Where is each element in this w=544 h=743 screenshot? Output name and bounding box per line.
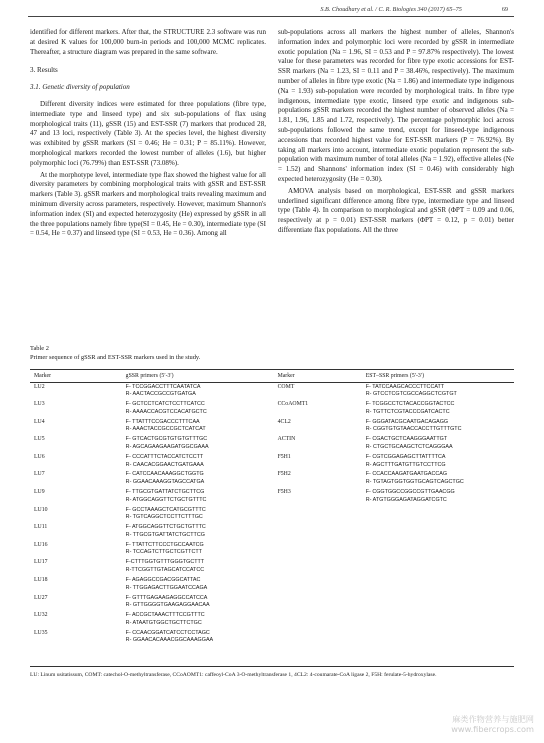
running-header <box>28 6 508 13</box>
primer-sequence-cell <box>126 489 274 507</box>
primer-sequence-cell <box>366 612 514 630</box>
primer-sequence-cell <box>126 612 274 630</box>
table-label: Table 2 <box>30 345 49 352</box>
paragraph: AMOVA analysis based on morphological, EST-SSR and gSSR markers underlined significant difference among fibre type, intermediate type and linseed type (Table 4). In comparison to morphological and gSSR (ΦPT = 0.09 and 0.06, respectively at p = 0.01) EST-SSR markers (ΦPT = 0.12, p = 0.01) better differentiate flax populations. All the three <box>278 186 514 234</box>
table-row <box>30 454 514 472</box>
primer-sequence-cell <box>126 559 274 577</box>
primer-sequence: R- CTGCTGCAAGCTCTCAGGGAA <box>365 443 453 450</box>
primer-sequence: F-CTTTGGTGTTTGGGTGCTTT <box>125 559 205 566</box>
marker-name: COMT <box>277 383 295 390</box>
primer-sequence-cell <box>126 384 274 402</box>
primer-sequence-cell <box>126 630 274 648</box>
table-row <box>30 401 514 419</box>
marker-name: LU10 <box>34 506 48 513</box>
table-bottom-rule <box>30 666 514 667</box>
primer-sequence: F- TCCGGACCTTTCAATATCA <box>125 383 201 390</box>
primer-sequence: R- GTTGGGGTGAAGAGGAACAA <box>125 602 210 609</box>
watermark-line: www.fibercrops.com <box>451 724 534 734</box>
marker-name <box>274 612 366 630</box>
primer-sequence: R-TTCGGTTGTAGCATCCATCC <box>125 566 205 573</box>
marker-name: F5H3 <box>277 489 291 496</box>
marker-name: F5H1 <box>277 453 291 460</box>
table-row <box>30 595 514 613</box>
column-header: Marker <box>277 373 295 379</box>
primer-sequence: R- GTCCTCGTCGCCAGGCTCGTGT <box>365 391 457 398</box>
marker-name <box>274 542 366 560</box>
marker-name <box>274 595 366 613</box>
primer-sequence-cell <box>366 507 514 525</box>
primer-sequence: F- GCCTAAAGCTCATGCGTTTC <box>125 506 206 513</box>
primer-sequence: R- AGCTTTGATGTTGTCCTTCG <box>365 461 446 468</box>
primer-sequence: R- AGCAGAAGAAGATGGCGAAA <box>125 443 209 450</box>
primer-sequence: R- TGTCAGGCTCCTTCTTTGC <box>125 514 203 521</box>
table-row <box>30 507 514 525</box>
primer-sequence: R- TTGGAGACTTGGAATCCAGA <box>125 584 208 591</box>
primer-sequence: R- ATGGCAGGTTCTGCTGTTTC <box>125 496 207 503</box>
primer-sequence: F- TCGGCCTCTACACCGGTACTCC <box>365 401 455 408</box>
primer-sequence: R- TCCAGTCTTGCTCGTTCTT <box>125 549 202 556</box>
primer-sequence: R- AACTACCGCCGTGATGA <box>125 391 196 398</box>
primer-sequence-cell <box>126 524 274 542</box>
right-column <box>278 28 514 241</box>
subsection-heading: 3.1. Genetic diversity of population <box>30 83 130 92</box>
marker-name: LU32 <box>34 612 48 619</box>
marker-name: LU9 <box>34 489 45 496</box>
marker-name: LU35 <box>34 629 48 636</box>
primer-sequence: F- GTTTGAGAAGAGGCCATCCA <box>125 594 208 601</box>
table-row <box>30 577 514 595</box>
primer-sequence-cell <box>126 595 274 613</box>
marker-name: F5H2 <box>277 471 291 478</box>
table-row <box>30 489 514 507</box>
table-row <box>30 524 514 542</box>
primer-sequence: R- TGTAGTGGTGGTGCAGTCAGCTGC <box>365 479 464 486</box>
marker-name <box>274 559 366 577</box>
primer-sequence: R- CGGTGTGTAACCACCTTGTTTGTC <box>365 426 462 433</box>
column-header: gSSR primers (5′-3′) <box>125 373 174 379</box>
primer-sequence-cell <box>366 384 514 402</box>
table-row <box>30 612 514 630</box>
marker-name: LU11 <box>34 524 48 531</box>
primer-sequence-cell <box>366 454 514 472</box>
primer-sequence: F- CATCCAACAAAGGCTGGTG <box>125 471 204 478</box>
primer-sequence-cell <box>366 419 514 437</box>
column-header: Marker <box>34 373 52 379</box>
table-header-row <box>30 371 514 384</box>
table-body <box>30 384 514 648</box>
primer-sequence-cell <box>366 401 514 419</box>
marker-name: LU7 <box>34 471 45 478</box>
primer-sequence: R- ATAATGTGGCTGCTTCTGC <box>125 619 202 626</box>
marker-name: LU5 <box>34 436 45 443</box>
marker-name: LU3 <box>34 401 45 408</box>
primer-sequence: R- AAACTACCGCCGCTCATCAT <box>125 426 206 433</box>
primer-sequence: R- GGAACACAAACGGCAAAGGAA <box>125 637 214 644</box>
marker-name <box>274 507 366 525</box>
primer-sequence: F- ATGGCAGGTTCTGCTGTTTC <box>125 524 206 531</box>
primer-sequence-cell <box>366 489 514 507</box>
primer-sequence: F- TTGCGTGATTATCTGCTTCG <box>125 489 205 496</box>
table-row <box>30 559 514 577</box>
primer-sequence: F- GGGATACGCAATGACAGAGG <box>365 418 449 425</box>
primer-sequence: R- AAAACCACGTCCACATGCTC <box>125 408 207 415</box>
table-row <box>30 419 514 437</box>
paragraph: Different diversity indices were estimated for three populations (fibre type, intermediate type and linseed type) and six sub-populations of flax using morphological traits (11), gSSR (15) and EST-SSR (7) markers that produced 28, 47 and 13 loci, respectively (Table 3). At the species level, the highest diversity was exhibited by gSSR markers (SI = 0.46; He = 0.31; P = 85.11%). However, morphological markers recorded the lowest number of alleles (1.6), but higher polymorphic loci (76.79%) than EST-SSR (73.08%). <box>30 99 266 167</box>
primer-sequence-cell <box>366 524 514 542</box>
primer-sequence: F- CCACCAAGATGAATGACCAG <box>365 471 448 478</box>
primer-sequence: R- TGTTCTCGTACCCGATCACTC <box>365 408 450 415</box>
table-row <box>30 630 514 648</box>
primer-sequence-cell <box>126 454 274 472</box>
table-row <box>30 471 514 489</box>
table-caption <box>30 345 200 362</box>
primer-sequence: F- CCCATTTCTACCATCTCCTT <box>125 453 204 460</box>
marker-name: LU2 <box>34 383 45 390</box>
table-footnote: LU: Linum usitatissum, COMT: catechol-O-methyltransferase, CCoAOMT1: caffeoyl-CoA 3-O-methyltransferase 1, 4CL2: 4-coumarate-CoA ligase 2, F5H: ferulate-5-hydroxylase. <box>30 672 437 678</box>
marker-name: CCoAOMT1 <box>277 401 309 408</box>
primer-sequence: F- CGACTGCTCAAGGGAATTGT <box>365 436 448 443</box>
paragraph: At the morphotype level, intermediate type flax showed the highest value for all diversity parameters by combining morphological traits with gSSR and EST-SSR markers (Table 3). gSSR markers and morphological traits revealing maximum and minimum diversity across parameters, respectively. However, maximum Shannon's information index (SI) and expected heterozygosity (He) expressed by gSSR in all the three populations namely fibre type(SI = 0.45, He = 0.30), intermediate type (SI = 0.54, He = 0.37) and linseed type (SI = 0.53, He = 0.36). Among all <box>30 170 266 238</box>
primer-sequence-cell <box>126 401 274 419</box>
marker-name: 4CL2 <box>277 418 291 425</box>
marker-name: LU4 <box>34 418 45 425</box>
primer-sequence: R- CAACACGGAACTGATGAAA <box>125 461 204 468</box>
column-header: EST–SSR primers (5′-3′) <box>365 373 425 379</box>
two-column-body <box>30 28 514 241</box>
primer-sequence-cell <box>366 559 514 577</box>
primer-sequence: F- CGGTGGCCGGCCGTTGAACGG <box>365 489 455 496</box>
marker-name: LU16 <box>34 541 48 548</box>
primer-sequence: F- TTATTCTTCCCTGCCAATCG <box>125 541 204 548</box>
primer-sequence-cell <box>126 436 274 454</box>
primer-sequence-cell <box>366 595 514 613</box>
primer-sequence-cell <box>366 577 514 595</box>
section-heading: 3. Results <box>30 66 58 75</box>
paragraph: sub-populations across all markers the highest number of alleles, Shannon's information index and polymorphic loci were recorded by gSSR in intermediate exotic population (Na = 1.96, SI = 0.53 and P = 97.87% respectively). The lowest value for these parameters was recorded for fibre type exotic accessions for EST-SSR markers (Na = 1.23, SI = 0.11 and P = 38.46%, respectively). The maximum number of alleles in fibre type exotic (Na = 1.86) and intermediate type indigenous (Na = 1.93) sub-population were recorded by morphological traits. In fibre type indigenous, intermediate type exotic, linseed type exotic and indigenous sub-populations gSSR markers recorded the highest number of observed alleles (Na = 1.81, 1.96, 1.85 and 1.72, respectively). The percentage polymorphic loci across sub-populations followed the same trend, except for linseed-type indigenous accessions that recorded highest value for EST-SSR markers (P = 76.92%). By taking all markers into account, intermediate exotic population represent the sub-population with maximum number of total alleles (Na = 1.92), effective alleles (Ne = 1.52) and Shannons' information index (SI = 0.46) with considerably high expected heterozygosity (He = 0.30). <box>278 28 514 183</box>
primer-sequence: R- TTGCGTGATTATCTGCTTCG <box>125 531 205 538</box>
table-title: Primer sequence of gSSR and EST-SSR markers used in the study. <box>30 353 201 361</box>
paragraph: identified for different markers. After that, the STRUCTURE 2.3 software was run at desired K values for 100,000 burn-in periods and 100,000 MCMC replicates. Thereafter, a structure diagram was prepared in the same software. <box>30 28 266 56</box>
watermark <box>414 714 534 734</box>
marker-name: ACTIN <box>277 436 296 443</box>
primer-sequence: F- CCAACGGATCATCCTCCTAGC <box>125 629 210 636</box>
left-column <box>30 28 266 241</box>
primer-sequence-cell <box>366 436 514 454</box>
primer-sequence-cell <box>126 542 274 560</box>
journal-citation: S.B. Choudhary et al. / C. R. Biologies 340 (2017) 65–75 <box>320 6 462 13</box>
primer-sequence: F- TTATTTCCGACCCTTTCAA <box>125 418 200 425</box>
marker-name: LU6 <box>34 453 45 460</box>
primer-sequence: F- CGTCGGAGAGCTTATTTTCA <box>365 453 446 460</box>
watermark-line: 麻类作物营养与施肥网 <box>452 714 534 724</box>
primer-sequence-cell <box>126 577 274 595</box>
primer-sequence: R- ATGTGGGAGATAGGATCGTC <box>365 496 447 503</box>
table-row <box>30 542 514 560</box>
primer-sequence-cell <box>126 507 274 525</box>
primer-sequence: F- GTCACTGCGTGTGTGTTTGC <box>125 436 208 443</box>
primer-sequence: F- AGAGGCCGACGGCATTAC <box>125 576 201 583</box>
primer-sequence: F- ACCGCTAAACTTTCCGTTTC <box>125 612 205 619</box>
header-rule <box>28 16 514 17</box>
page-number: 69 <box>501 6 508 13</box>
marker-name <box>274 524 366 542</box>
primer-sequence-cell <box>366 471 514 489</box>
table-row <box>30 436 514 454</box>
marker-name <box>274 630 366 648</box>
marker-name: LU17 <box>34 559 48 566</box>
primer-sequence-cell <box>366 542 514 560</box>
marker-name <box>274 577 366 595</box>
primer-sequence: F- TATCCAAGCACCCTTCCATT <box>365 383 445 390</box>
primer-sequence: R- GGAACAAAGGTAGCCATGA <box>125 479 205 486</box>
table-row <box>30 384 514 402</box>
primer-sequence: F- GCTCCTCATCTCCTTCATCC <box>125 401 205 408</box>
marker-name: LU27 <box>34 594 48 601</box>
primer-sequence-cell <box>126 419 274 437</box>
primer-table <box>30 371 514 647</box>
table-top-rule <box>30 369 514 370</box>
marker-name: LU18 <box>34 576 48 583</box>
primer-sequence-cell <box>366 630 514 648</box>
primer-sequence-cell <box>126 471 274 489</box>
